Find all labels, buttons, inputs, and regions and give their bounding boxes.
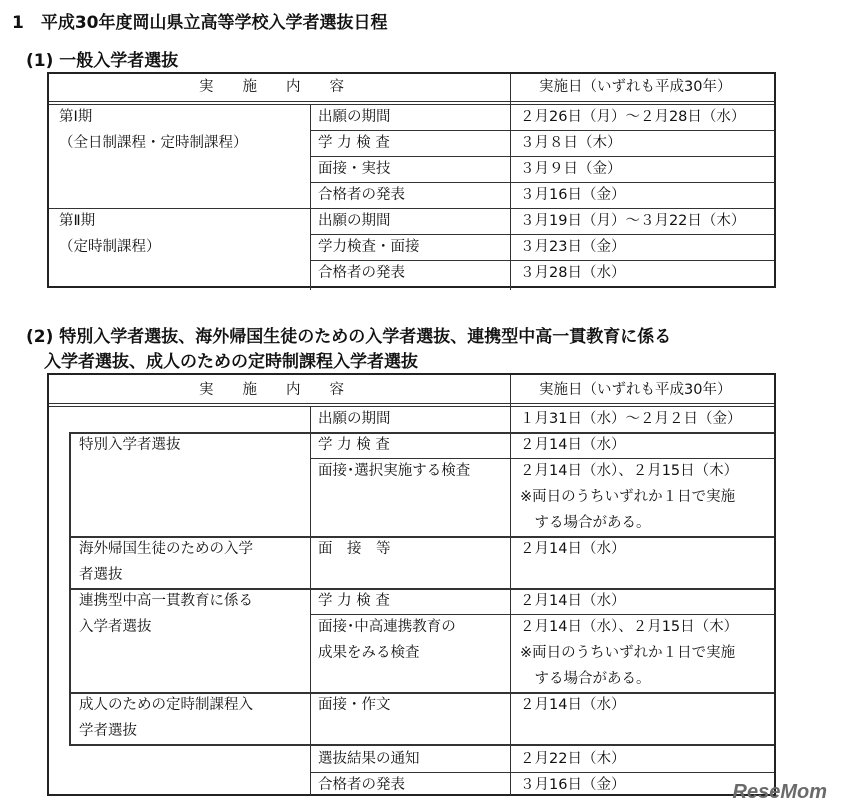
schedule-date: ２月14日（水） [520, 593, 626, 609]
schedule-date: ３月９日（金） [520, 161, 622, 177]
schedule-date: ３月８日（木） [520, 135, 622, 151]
table-rule [49, 403, 774, 404]
schedule-date: ２月14日（水） [520, 541, 626, 557]
schedule-item: 選抜結果の通知 [318, 751, 420, 767]
period-name: 第Ⅱ期 [59, 213, 96, 229]
schedule-date: ３月16日（金） [520, 187, 626, 203]
schedule-item: 面 接 等 [318, 541, 391, 557]
schedule-note: ※両日のうちいずれか１日で実施 [520, 645, 736, 661]
schedule-item: 面接・作文 [318, 697, 391, 713]
schedule-date: ２月14日（水） [520, 697, 626, 713]
special-selection-table [47, 373, 776, 796]
selection-type-name: 特別入学者選抜 [79, 437, 181, 453]
section2-heading-line1: (2) 特別入学者選抜、海外帰国生徒のための入学者選抜、連携型中高一貫教育に係る [26, 327, 672, 347]
selection-type-name: 学者選抜 [79, 723, 137, 739]
schedule-item: 学 力 検 査 [318, 437, 390, 453]
schedule-item: 学力検査・面接 [318, 239, 420, 255]
selection-type-name: 海外帰国生徒のための入学 [79, 541, 253, 557]
section2-heading-line2: 入学者選抜、成人のための定時制課程入学者選抜 [44, 352, 418, 372]
schedule-date: ２月14日（水）、２月15日（木） [520, 619, 739, 635]
header-date: 実施日（いずれも平成30年） [539, 79, 732, 95]
table-rule [310, 104, 311, 290]
schedule-date: ３月23日（金） [520, 239, 626, 255]
schedule-item: 出願の期間 [318, 213, 391, 229]
schedule-date: ２月14日（水） [520, 437, 626, 453]
schedule-date: ２月14日（水）、２月15日（木） [520, 463, 739, 479]
schedule-date: ３月16日（金） [520, 777, 626, 793]
selection-type-name: 者選抜 [79, 567, 123, 583]
period-courses: （定時制課程） [59, 239, 161, 255]
schedule-item: 成果をみる検査 [318, 645, 420, 661]
schedule-date: ２月26日（月）～２月28日（水） [520, 109, 746, 125]
schedule-date: ３月28日（水） [520, 265, 626, 281]
schedule-item: 出願の期間 [318, 411, 391, 427]
schedule-item: 合格者の発表 [318, 187, 405, 203]
table-rule [69, 432, 71, 746]
schedule-date: ２月22日（木） [520, 751, 626, 767]
header-date: 実施日（いずれも平成30年） [539, 382, 732, 398]
table-rule [510, 375, 511, 796]
header-content: 実 施 内 容 [199, 79, 344, 95]
document-title: 1 平成30年度岡山県立高等学校入学者選抜日程 [12, 13, 388, 33]
schedule-date: ３月19日（月）～３月22日（木） [520, 213, 746, 229]
schedule-item: 面接・実技 [318, 161, 391, 177]
schedule-note: する場合がある。 [520, 515, 651, 531]
table-rule [49, 101, 774, 102]
schedule-item: 面接･中高連携教育の [318, 619, 456, 635]
period-name: 第Ⅰ期 [59, 109, 93, 125]
table-rule [310, 406, 311, 796]
section1-heading: (1) 一般入学者選抜 [26, 51, 179, 71]
schedule-item: 出願の期間 [318, 109, 391, 125]
resemom-logo: ReseMom [732, 781, 827, 803]
header-content: 実 施 内 容 [199, 382, 344, 398]
schedule-item: 学 力 検 査 [318, 593, 390, 609]
selection-type-name: 入学者選抜 [79, 619, 152, 635]
schedule-item: 面接･選択実施する検査 [318, 463, 471, 479]
period-courses: （全日制課程・定時制課程） [59, 135, 248, 151]
schedule-date: １月31日（水）～２月２日（金） [520, 411, 742, 427]
schedule-note: する場合がある。 [520, 671, 651, 687]
table-rule [69, 744, 774, 746]
schedule-note: ※両日のうちいずれか１日で実施 [520, 489, 736, 505]
selection-type-name: 連携型中高一貫教育に係る [79, 593, 253, 609]
schedule-item: 学 力 検 査 [318, 135, 390, 151]
general-selection-table [47, 72, 776, 288]
schedule-item: 合格者の発表 [318, 265, 405, 281]
schedule-item: 合格者の発表 [318, 777, 405, 793]
selection-type-name: 成人のための定時制課程入 [79, 697, 253, 713]
